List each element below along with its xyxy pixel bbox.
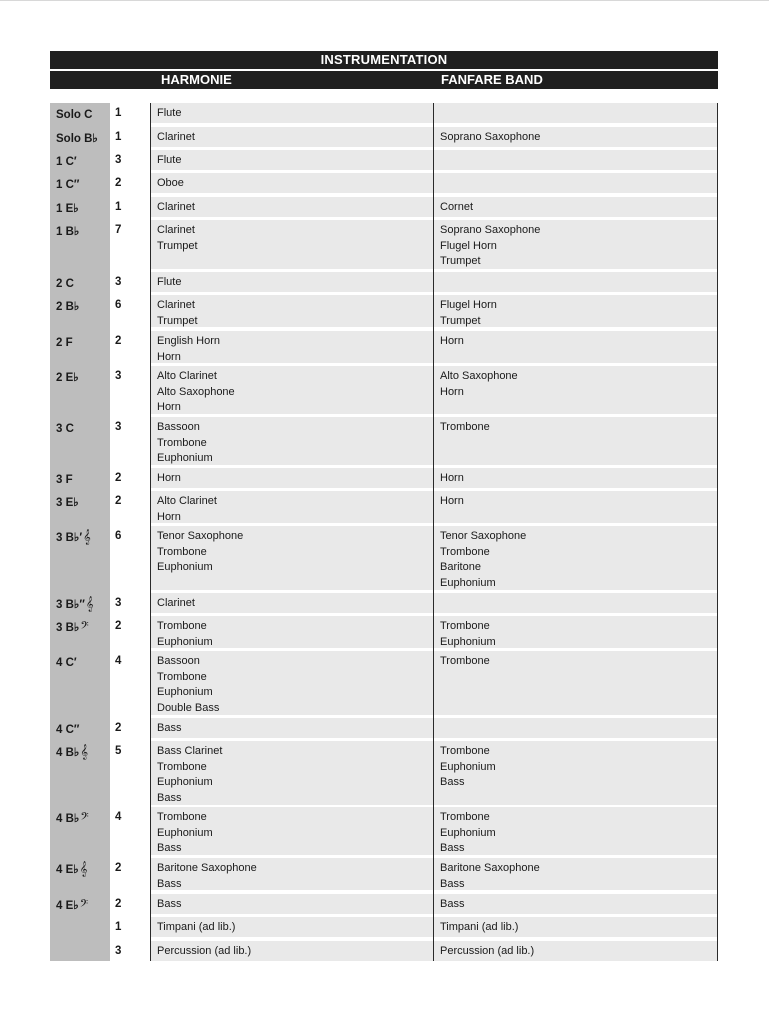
part-label: [56, 944, 57, 962]
part-count: 1: [115, 921, 122, 933]
part-count: 1: [115, 131, 122, 143]
part-label: [56, 420, 75, 438]
part-label: [56, 596, 94, 614]
clef-icon: 𝄞: [79, 861, 88, 876]
fanfare-instruments: Trombone Euphonium Bass: [440, 745, 496, 788]
harmonie-instruments: Alto Clarinet Alto Saxophone Horn: [157, 370, 235, 413]
instrument-cell-bg: [150, 173, 718, 193]
harmonie-instruments: Trombone Euphonium Bass: [157, 811, 213, 854]
part-label-text: 3 E♭: [56, 497, 79, 509]
part-count: 6: [115, 299, 122, 311]
column-header-bar: [50, 71, 718, 89]
harmonie-instruments: Oboe: [157, 177, 184, 189]
part-count: 3: [115, 421, 122, 433]
part-label: [56, 494, 80, 512]
part-label-text: 1 E♭: [56, 203, 79, 215]
instrument-cell-bg: [150, 150, 718, 170]
part-label-text: 3 F: [56, 474, 73, 486]
part-label: [56, 153, 78, 171]
part-label-text: 4 E♭: [56, 900, 79, 912]
harmonie-instruments: Clarinet Trumpet: [157, 299, 198, 327]
part-label: [56, 369, 80, 387]
clef-icon: 𝄢: [80, 619, 89, 634]
part-count: 2: [115, 335, 122, 347]
part-label-text: 3 B♭″: [56, 599, 85, 611]
part-label-text: 1 B♭: [56, 226, 80, 238]
instrument-cell-bg: [150, 366, 718, 414]
part-label-text: 1 C″: [56, 179, 80, 191]
clef-icon: 𝄢: [80, 810, 89, 825]
part-count: 3: [115, 370, 122, 382]
clef-icon: 𝄞: [83, 529, 91, 544]
harmonie-instruments: Clarinet Trumpet: [157, 224, 198, 252]
part-label: [56, 298, 80, 316]
harmonie-instruments: Alto Clarinet Horn: [157, 495, 217, 523]
top-rule: [0, 0, 769, 1]
fanfare-instruments: Horn: [440, 495, 464, 507]
part-label-text: 1 C′: [56, 156, 77, 168]
part-label-text: 3 B♭: [56, 622, 80, 634]
part-count: 6: [115, 530, 122, 542]
part-label: [56, 130, 99, 148]
instrument-cell-bg: [150, 295, 718, 327]
part-label-text: 3 B♭′: [56, 532, 83, 544]
instrumentation-table: [50, 103, 718, 961]
clef-icon: 𝄞: [85, 596, 94, 611]
fanfare-instruments: Trombone: [440, 421, 490, 433]
part-label-text: 2 E♭: [56, 372, 79, 384]
instrument-cell-bg: [150, 220, 718, 269]
part-count: 5: [115, 745, 122, 757]
part-count: 1: [115, 201, 122, 213]
instrument-cell-bg: [150, 894, 718, 914]
instrument-cell-bg: [150, 593, 718, 613]
part-count: 3: [115, 945, 122, 957]
harmonie-column-header: HARMONIE: [161, 72, 232, 87]
harmonie-instruments: English Horn Horn: [157, 335, 220, 363]
clef-icon: 𝄢: [79, 897, 89, 912]
instrument-cell-bg: [150, 103, 718, 123]
part-label-text: 3 C: [56, 423, 74, 435]
instrument-cell-bg: [150, 272, 718, 292]
harmonie-instruments: Bass: [157, 722, 182, 734]
fanfare-instruments: Soprano Saxophone: [440, 131, 541, 143]
part-label: [56, 200, 80, 218]
harmonie-instruments: Flute: [157, 276, 182, 288]
column-divider: [433, 103, 434, 961]
part-label: [56, 334, 74, 352]
instrument-cell-bg: [150, 807, 718, 855]
fanfare-instruments: Percussion (ad lib.): [440, 945, 535, 957]
part-count: 2: [115, 862, 122, 874]
harmonie-instruments: Tenor Saxophone Trombone Euphonium: [157, 530, 244, 573]
harmonie-instruments: Timpani (ad lib.): [157, 921, 236, 933]
part-label: [56, 744, 88, 762]
instrument-cell-bg: [150, 718, 718, 738]
fanfare-instruments: Soprano Saxophone Flugel Horn Trumpet: [440, 224, 541, 267]
part-label: [56, 529, 91, 547]
fanfare-instruments: Bass: [440, 898, 465, 910]
harmonie-instruments: Clarinet: [157, 597, 195, 609]
part-label-text: 4 E♭: [56, 864, 79, 876]
harmonie-instruments: Percussion (ad lib.): [157, 945, 252, 957]
instrument-cell-bg: [150, 417, 718, 465]
part-label-text: 4 C″: [56, 724, 80, 736]
fanfare-instruments: Trombone Euphonium Bass: [440, 811, 496, 854]
fanfare-instruments: Alto Saxophone Horn: [440, 370, 518, 398]
fanfare-instruments: Baritone Saxophone Bass: [440, 862, 540, 890]
part-label: [56, 721, 80, 739]
part-label: [56, 471, 74, 489]
fanfare-instruments: Trombone Euphonium: [440, 620, 496, 648]
harmonie-instruments: Bass Clarinet Trombone Euphonium Bass: [157, 745, 223, 804]
part-count: 2: [115, 177, 122, 189]
part-label: [56, 223, 80, 241]
harmonie-instruments: Flute: [157, 107, 182, 119]
instrument-cell-bg: [150, 331, 718, 363]
harmonie-instruments: Flute: [157, 154, 182, 166]
part-label-text: 2 B♭: [56, 301, 80, 313]
part-count: 3: [115, 154, 122, 166]
harmonie-instruments: Baritone Saxophone Bass: [157, 862, 257, 890]
harmonie-instruments: Bassoon Trombone Euphonium Double Bass: [157, 655, 220, 714]
part-label: [56, 810, 89, 828]
harmonie-instruments: Clarinet: [157, 131, 195, 143]
instrument-cell-bg: [150, 651, 718, 715]
part-count: 2: [115, 620, 122, 632]
part-count: 2: [115, 495, 122, 507]
part-label-text: Solo C: [56, 109, 93, 121]
part-count: 4: [115, 655, 122, 667]
part-count: 2: [115, 722, 122, 734]
part-count: 3: [115, 597, 122, 609]
fanfare-instruments: Trombone: [440, 655, 490, 667]
part-count: 2: [115, 472, 122, 484]
part-count: 1: [115, 107, 122, 119]
harmonie-instruments: Bass: [157, 898, 182, 910]
fanfare-instruments: Timpani (ad lib.): [440, 921, 519, 933]
fanfare-instruments: Cornet: [440, 201, 474, 213]
part-label-text: 2 C: [56, 278, 74, 290]
part-label: [56, 619, 89, 637]
fanfare-column-header: FANFARE BAND: [441, 72, 543, 87]
part-label: [56, 106, 93, 124]
part-label-text: Solo B♭: [56, 133, 98, 145]
instrument-cell-bg: [150, 127, 718, 147]
part-label: [56, 176, 80, 194]
instrument-cell-bg: [150, 197, 718, 217]
fanfare-instruments: Horn: [440, 335, 464, 347]
harmonie-instruments: Trombone Euphonium: [157, 620, 213, 648]
part-label-text: 2 F: [56, 337, 73, 349]
instrument-cell-bg: [150, 491, 718, 523]
part-count: 4: [115, 811, 122, 823]
part-label-text: 4 C′: [56, 657, 77, 669]
part-label: [56, 275, 75, 293]
harmonie-instruments: Horn: [157, 472, 181, 484]
part-label: [56, 897, 88, 915]
part-label-text: 4 B♭: [56, 747, 80, 759]
instrument-cell-bg: [150, 741, 718, 805]
part-count: 3: [115, 276, 122, 288]
harmonie-instruments: Bassoon Trombone Euphonium: [157, 421, 213, 464]
part-label-text: 4 B♭: [56, 813, 80, 825]
fanfare-instruments: Horn: [440, 472, 464, 484]
instrumentation-title: INSTRUMENTATION: [50, 51, 718, 69]
part-label: [56, 654, 78, 672]
column-divider: [717, 103, 718, 961]
part-count: 7: [115, 224, 122, 236]
part-label: [56, 920, 57, 938]
instrument-cell-bg: [150, 616, 718, 648]
column-divider: [150, 103, 151, 961]
clef-icon: 𝄞: [80, 744, 89, 759]
harmonie-instruments: Clarinet: [157, 201, 195, 213]
fanfare-instruments: Tenor Saxophone Trombone Baritone Euphonium: [440, 530, 527, 589]
part-label: [56, 861, 87, 879]
fanfare-instruments: Flugel Horn Trumpet: [440, 299, 497, 327]
instrument-cell-bg: [150, 468, 718, 488]
part-count: 2: [115, 898, 122, 910]
